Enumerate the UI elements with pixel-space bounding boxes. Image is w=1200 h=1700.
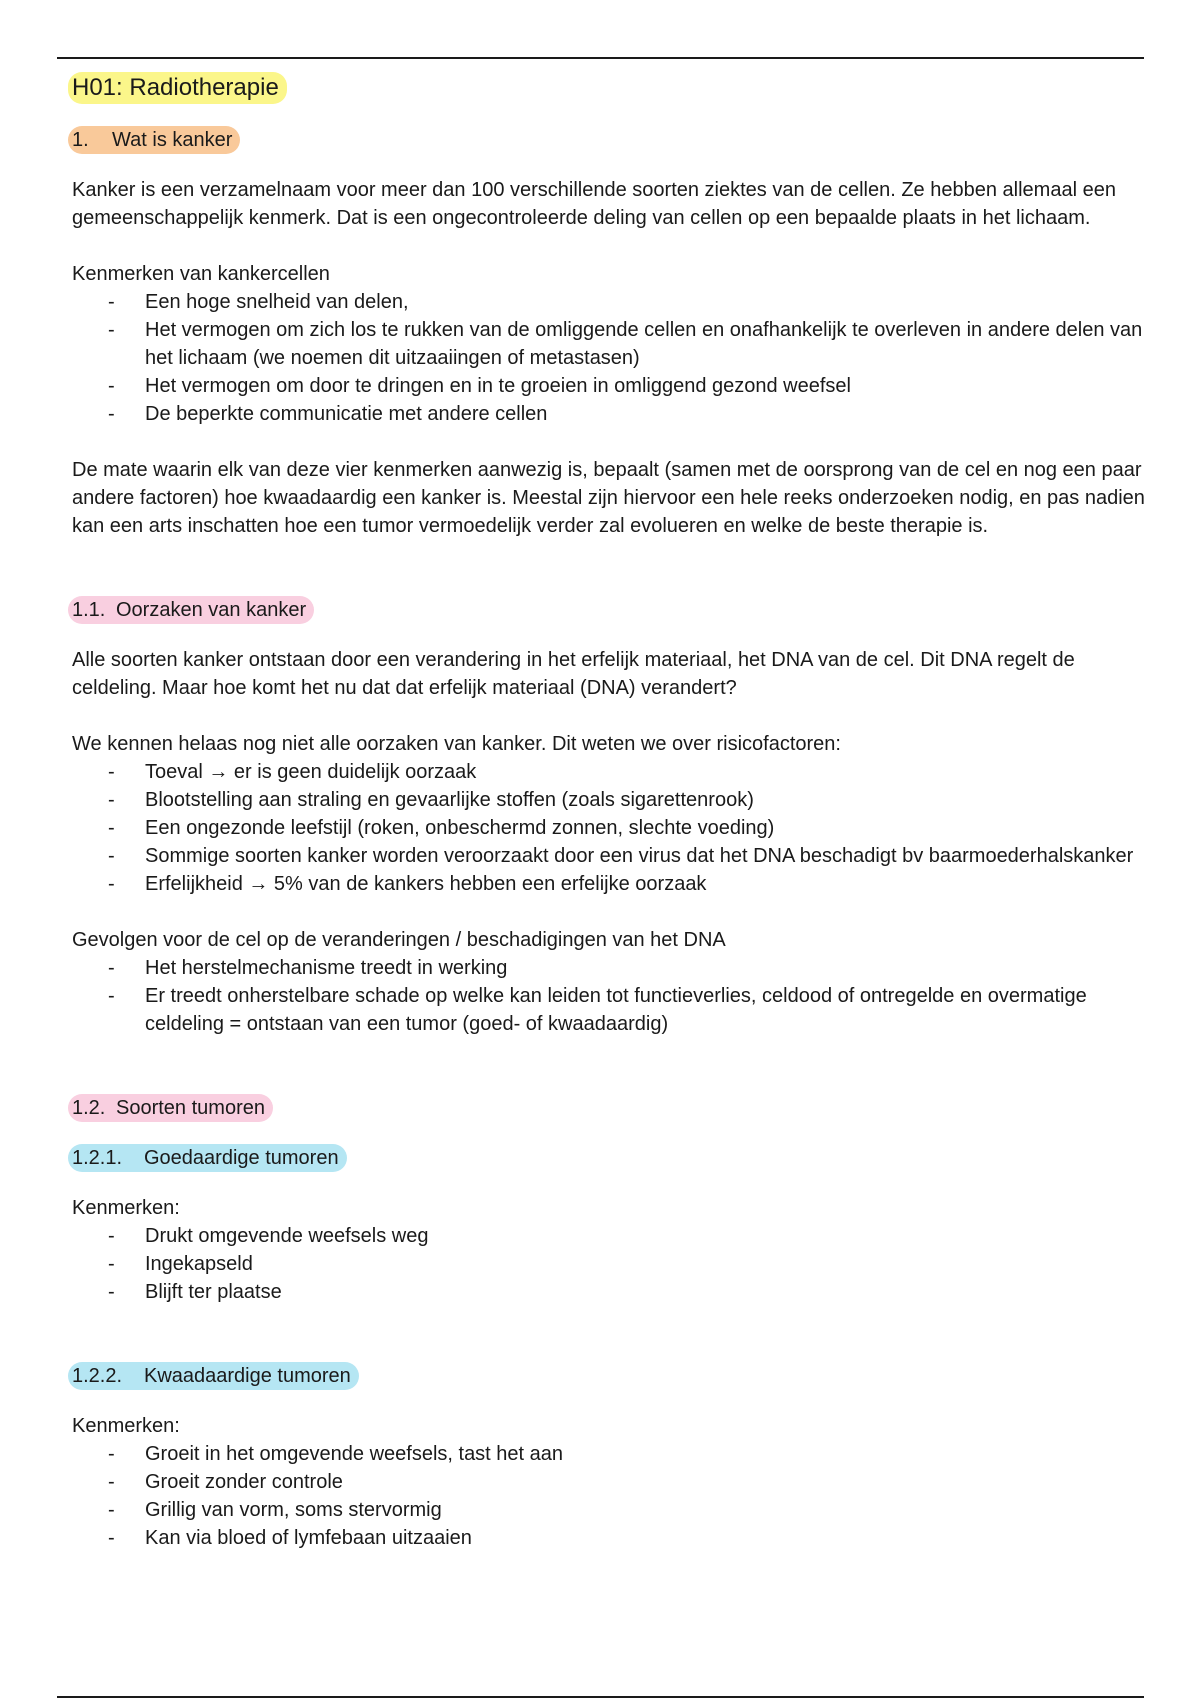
document-page — [72, 72, 1152, 1552]
list-item: - Een ongezonde leefstijl (roken, onbeschermd zonnen, slechte voeding) — [72, 814, 1152, 842]
list-item: - Erfelijkheid → 5% van de kankers hebben een erfelijke oorzaak — [72, 870, 1152, 898]
list-item: - Sommige soorten kanker worden veroorzaakt door een virus dat het DNA beschadigt bv baarmoederhalskanker — [72, 842, 1152, 870]
list-item: - Groeit in het omgevende weefsels, tast het aan — [72, 1440, 1152, 1468]
list-item: - Het herstelmechanisme treedt in werking — [72, 954, 1152, 982]
list-item: - Het vermogen om door te dringen en in te groeien in omliggend gezond weefsel — [72, 372, 1152, 400]
section-1-number: 1. — [72, 129, 89, 151]
effects-title: Gevolgen voor de cel op de veranderingen / beschadigingen van het DNA — [72, 929, 726, 951]
list-item: - Toeval → er is geen duidelijk oorzaak — [72, 758, 1152, 786]
list-item: - Blijft ter plaatse — [72, 1278, 1152, 1306]
list-item: - Blootstelling aan straling en gevaarlijke stoffen (zoals sigarettenrook) — [72, 786, 1152, 814]
section-1-2-2-number: 1.2.2. — [72, 1365, 123, 1387]
list-item: - Er treedt onherstelbare schade op welke kan leiden tot functieverlies, celdood of ontregelde en overmatige celdeling = ontstaan van een tumor (goed- of kwaadaardig) — [72, 982, 1152, 1038]
benign-list-title: Kenmerken: — [72, 1197, 180, 1219]
list-item: - Groeit zonder controle — [72, 1468, 1152, 1496]
top-rule — [57, 57, 1144, 59]
section-1-2-2-title: Kwaadaardige tumoren — [144, 1365, 351, 1387]
malignant-list — [72, 1440, 1152, 1552]
list-item: - Een hoge snelheid van delen, — [72, 288, 1152, 316]
section-1-2-1-heading — [68, 1144, 1152, 1172]
effects-list — [72, 954, 1152, 1038]
section-1-1-number: 1.1. — [72, 599, 106, 621]
benign-list — [72, 1222, 1152, 1306]
section-1-heading — [68, 126, 1152, 154]
section-1-2-2-heading — [68, 1362, 1152, 1390]
section-1-1-intro: Alle soorten kanker ontstaan door een verandering in het erfelijk materiaal, het DNA van de cel. Dit DNA regelt de celdeling. Maar hoe komt het nu dat dat erfelijk materiaal (DNA) verandert? — [72, 649, 1075, 699]
list-item: - Kan via bloed of lymfebaan uitzaaien — [72, 1524, 1152, 1552]
section-1-2-1-title: Goedaardige tumoren — [144, 1147, 339, 1169]
list-item: - Grillig van vorm, soms stervormig — [72, 1496, 1152, 1524]
section-1-2-title: Soorten tumoren — [116, 1097, 265, 1119]
page-title: H01: Radiotherapie — [68, 72, 287, 104]
bottom-rule — [57, 1696, 1144, 1698]
list-item: - Het vermogen om zich los te rukken van de omliggende cellen en onafhankelijk te overleven in andere delen van het lichaam (we noemen dit uitzaaiingen of metastasen) — [72, 316, 1152, 372]
section-1-closing: De mate waarin elk van deze vier kenmerken aanwezig is, bepaalt (samen met de oorsprong van de cel en nog een paar andere factoren) hoe kwaadaardig een kanker is. Meestal zijn hiervoor een hele reeks onderzoeken nodig, en pas nadien kan een arts inschatten hoe een tumor vermoedelijk verder zal evolueren en welke de beste therapie is. — [72, 459, 1145, 537]
section-1-2-heading — [68, 1094, 1152, 1122]
section-1-2-number: 1.2. — [72, 1097, 106, 1119]
section-1-1-heading — [68, 596, 1152, 624]
risk-factors-title: We kennen helaas nog niet alle oorzaken van kanker. Dit weten we over risicofactoren: — [72, 733, 841, 755]
malignant-list-title: Kenmerken: — [72, 1415, 180, 1437]
risk-factors-list — [72, 758, 1152, 898]
list-item: - Drukt omgevende weefsels weg — [72, 1222, 1152, 1250]
section-1-2-1-number: 1.2.1. — [72, 1147, 123, 1169]
section-1-list — [72, 288, 1152, 428]
section-1-list-title: Kenmerken van kankercellen — [72, 263, 330, 285]
section-1-title: Wat is kanker — [112, 129, 233, 151]
section-1-intro: Kanker is een verzamelnaam voor meer dan 100 verschillende soorten ziektes van de cellen. Ze hebben allemaal een gemeenschappelijk kenmerk. Dat is een ongecontroleerde deling van cellen op een bepaalde plaats in het lichaam. — [72, 179, 1116, 229]
list-item: - Ingekapseld — [72, 1250, 1152, 1278]
list-item: - De beperkte communicatie met andere cellen — [72, 400, 1152, 428]
section-1-1-title: Oorzaken van kanker — [116, 599, 307, 621]
